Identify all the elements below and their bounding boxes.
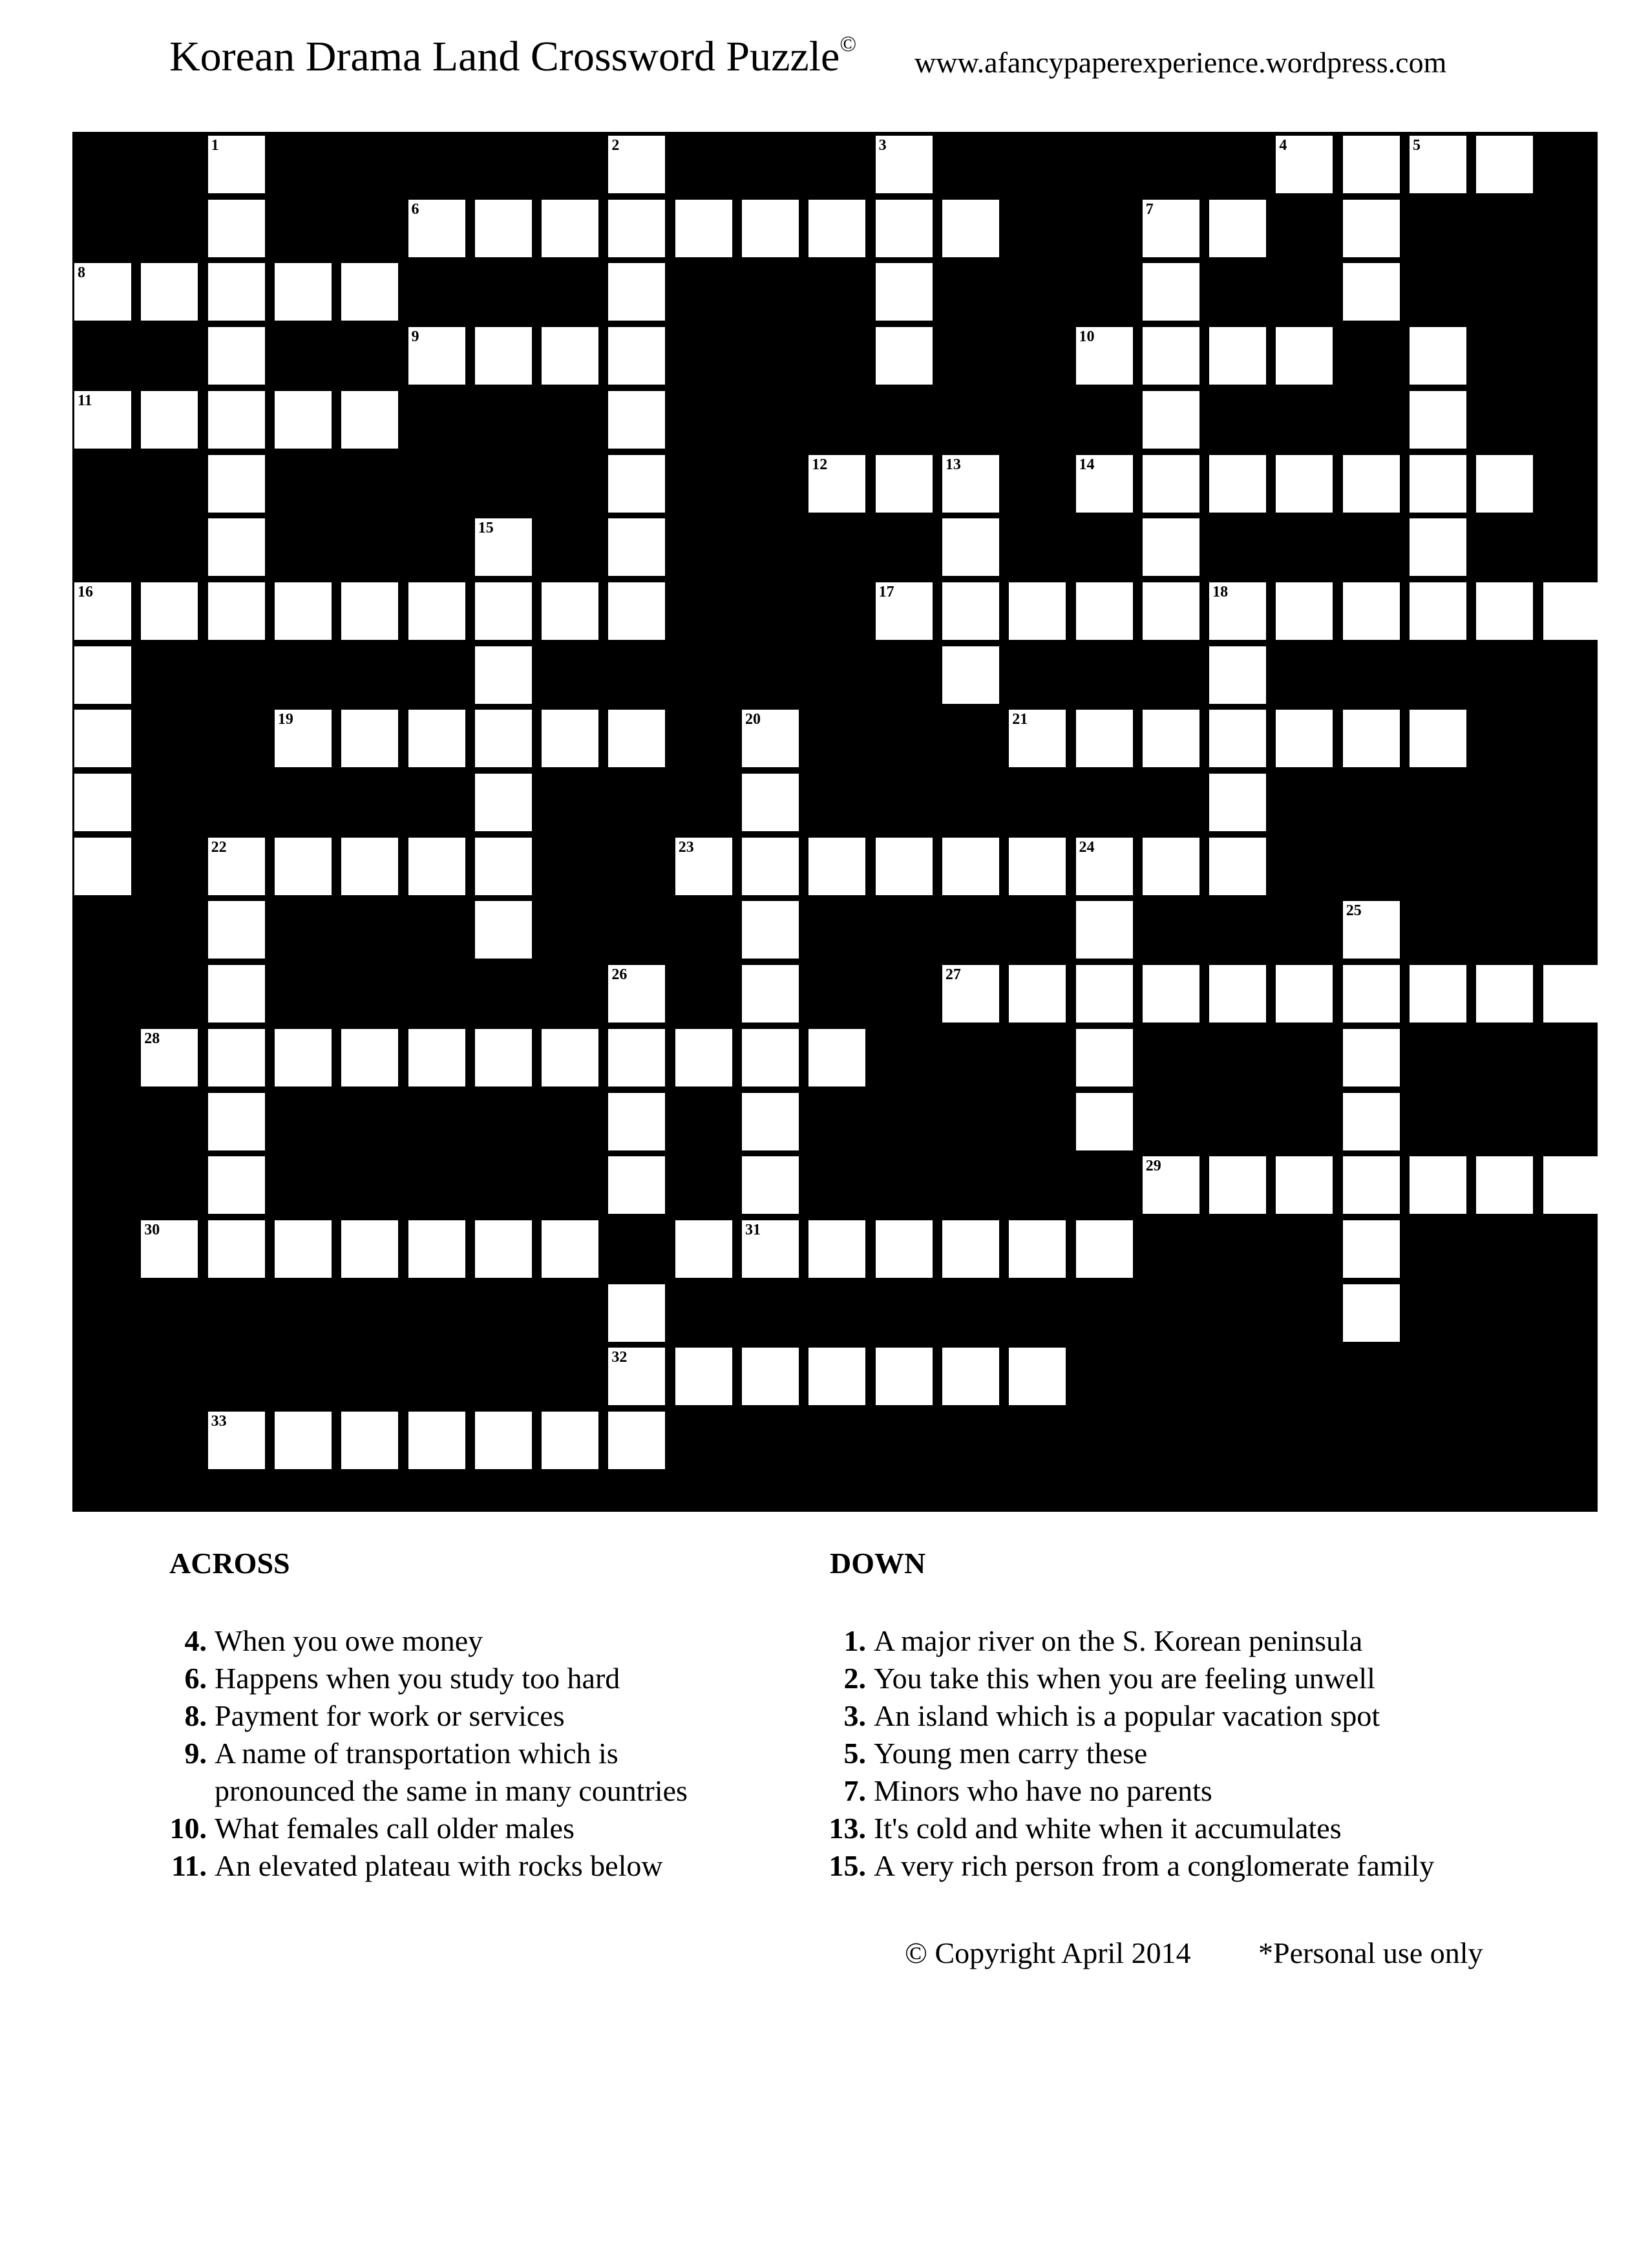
crossword-cell[interactable] [475,901,532,959]
clue-number: 2. [843,1662,866,1695]
crossword-cell[interactable] [1343,901,1400,959]
crossword-cell[interactable] [608,582,665,640]
cell-number: 22 [211,838,227,856]
crossword-cell[interactable] [341,391,398,449]
crossword-cell[interactable] [1410,391,1466,449]
crossword-cell[interactable] [1476,965,1533,1023]
crossword-cell[interactable] [742,200,799,257]
crossword-cell[interactable] [808,1348,865,1405]
clue-number: 9. [184,1737,207,1770]
clue-item [816,1660,1527,1697]
crossword-cell[interactable] [608,200,665,257]
crossword-cell[interactable] [475,200,532,257]
crossword-cell[interactable] [341,1412,398,1469]
crossword-cell[interactable] [208,1156,265,1214]
clue-text: What females call older males [215,1812,575,1845]
clue-number: 8. [184,1699,207,1732]
crossword-cell[interactable] [1343,200,1400,257]
clue-item [816,1622,1527,1660]
crossword-cell[interactable] [1276,965,1333,1023]
crossword-cell[interactable] [608,1156,665,1214]
crossword-cell[interactable] [1410,710,1466,767]
crossword-cell[interactable] [608,391,665,449]
crossword-cell[interactable] [475,327,532,385]
crossword-cell[interactable] [1076,327,1133,385]
copyright-mark: © [840,32,857,56]
crossword-cell[interactable] [742,1029,799,1086]
clue-item [816,1810,1527,1847]
cell-number: 9 [411,328,419,346]
crossword-cell[interactable] [808,838,865,895]
crossword-cell[interactable] [608,455,665,513]
crossword-cell[interactable] [1209,1156,1266,1214]
crossword-cell[interactable] [475,774,532,831]
clue-number: 7. [843,1774,866,1807]
clue-text: A very rich person from a conglomerate family [874,1849,1435,1882]
crossword-cell[interactable] [876,455,933,513]
crossword-cell[interactable] [74,710,131,767]
cell-number: 21 [1012,711,1028,728]
crossword-cell[interactable] [275,582,332,640]
crossword-cell[interactable] [1209,582,1266,640]
crossword-cell[interactable] [1009,965,1066,1023]
crossword-cell[interactable] [275,263,332,321]
cell-number: 27 [945,966,961,984]
clue-item [169,1847,880,1885]
cell-number: 3 [878,137,887,154]
crossword-cell[interactable] [208,582,265,640]
crossword-cell[interactable] [942,582,999,640]
crossword-cell[interactable] [808,200,865,257]
cell-number: 10 [1079,328,1095,346]
clue-number: 10. [169,1812,207,1845]
crossword-cell[interactable] [608,1284,665,1342]
crossword-cell[interactable] [608,710,665,767]
clue-text: Happens when you study too hard [215,1662,620,1695]
crossword-cell[interactable] [1143,200,1199,257]
crossword-cell[interactable] [742,838,799,895]
crossword-cell[interactable] [608,263,665,321]
crossword-cell[interactable] [1143,327,1199,385]
crossword-cell[interactable] [74,774,131,831]
cell-number: 20 [745,711,761,728]
crossword-cell[interactable] [1209,327,1266,385]
clue-item [816,1697,1527,1735]
crossword-cell[interactable] [1076,965,1133,1023]
crossword-cell[interactable] [1410,1156,1466,1214]
cell-number: 25 [1346,902,1362,920]
crossword-cell[interactable] [1076,710,1133,767]
crossword-cell[interactable] [742,1093,799,1150]
crossword-cell[interactable] [1209,455,1266,513]
crossword-cell[interactable] [742,901,799,959]
crossword-cell[interactable] [942,455,999,513]
crossword-cell[interactable] [408,582,465,640]
crossword-cell[interactable] [1276,136,1333,193]
puzzle-title [169,32,856,81]
clue-text-continued: pronounced the same in many countries [215,1774,688,1807]
crossword-cell[interactable] [1009,582,1066,640]
cell-number: 17 [878,583,894,600]
cell-number: 8 [78,264,85,282]
crossword-cell[interactable] [942,518,999,576]
crossword-cell[interactable] [74,263,131,321]
crossword-cell[interactable] [1276,327,1333,385]
crossword-cell[interactable] [208,1029,265,1086]
crossword-cell[interactable] [208,901,265,959]
clue-number: 1. [843,1624,866,1657]
crossword-cell[interactable] [1009,1220,1066,1278]
crossword-cell[interactable] [341,582,398,640]
crossword-cell[interactable] [876,1348,933,1405]
crossword-cell[interactable] [608,1412,665,1469]
crossword-cell[interactable] [341,710,398,767]
crossword-cell[interactable] [208,518,265,576]
footer-copyright: © Copyright April 2014 [905,1936,1191,1969]
crossword-cell[interactable] [408,200,465,257]
clue-item [169,1810,880,1847]
crossword-cell[interactable] [1343,1284,1400,1342]
crossword-cell[interactable] [1476,136,1533,193]
crossword-cell[interactable] [876,200,933,257]
crossword-cell[interactable] [1343,965,1400,1023]
crossword-cell[interactable] [1476,582,1533,640]
cell-number: 14 [1079,456,1095,473]
crossword-cell[interactable] [475,518,532,576]
crossword-cell[interactable] [542,710,598,767]
crossword-cell[interactable] [1276,710,1333,767]
clue-item [169,1697,880,1735]
crossword-cell[interactable] [341,838,398,895]
crossword-cell[interactable] [542,327,598,385]
crossword-cell[interactable] [475,582,532,640]
crossword-cell[interactable] [1009,838,1066,895]
crossword-cell[interactable] [876,838,933,895]
cell-number: 31 [745,1221,761,1238]
crossword-cell[interactable] [608,327,665,385]
crossword-cell[interactable] [675,1220,732,1278]
clue-text: A name of transportation which is [215,1737,618,1770]
crossword-cell[interactable] [1076,582,1133,640]
crossword-cell[interactable] [275,1412,332,1469]
crossword-cell[interactable] [341,1029,398,1086]
crossword-cell[interactable] [808,455,865,513]
down-clue-list [816,1622,1527,1885]
crossword-cell[interactable] [141,1220,198,1278]
crossword-cell[interactable] [808,1220,865,1278]
across-clue-list [169,1622,880,1885]
clue-number: 5. [843,1737,866,1770]
crossword-cell[interactable] [1143,391,1199,449]
cell-number: 19 [277,711,293,728]
cell-number: 5 [1413,137,1421,154]
crossword-cell[interactable] [74,838,131,895]
crossword-cell[interactable] [74,582,131,640]
crossword-cell[interactable] [1276,1156,1333,1214]
crossword-cell[interactable] [1543,1156,1600,1214]
clue-item [169,1660,880,1697]
cell-number: 1 [211,137,219,154]
cell-number: 15 [478,520,494,537]
cell-number: 28 [144,1030,160,1047]
crossword-cell[interactable] [942,1348,999,1405]
cell-number: 12 [812,456,828,473]
clue-number: 6. [184,1662,207,1695]
puzzle-title-text: Korean Drama Land Crossword Puzzle [169,33,840,80]
crossword-cell[interactable] [1276,582,1333,640]
crossword-cell[interactable] [1076,1220,1133,1278]
clue-item [169,1735,880,1810]
crossword-cell[interactable] [1143,455,1199,513]
across-heading: ACROSS [169,1547,290,1580]
crossword-cell[interactable] [208,838,265,895]
crossword-cell[interactable] [1476,455,1533,513]
crossword-cell[interactable] [942,200,999,257]
crossword-cell[interactable] [608,1029,665,1086]
cell-number: 13 [945,456,961,473]
crossword-cell[interactable] [1209,710,1266,767]
crossword-cell[interactable] [608,136,665,193]
crossword-cell[interactable] [742,1156,799,1214]
crossword-cell[interactable] [208,136,265,193]
cell-number: 7 [1145,200,1154,218]
cell-number: 32 [611,1349,628,1366]
crossword-cell[interactable] [1343,455,1400,513]
crossword-cell[interactable] [408,1220,465,1278]
crossword-cell[interactable] [1410,518,1466,576]
crossword-cell[interactable] [1343,263,1400,321]
clue-text: When you owe money [215,1624,483,1657]
crossword-cell[interactable] [1009,1348,1066,1405]
crossword-cell[interactable] [408,1412,465,1469]
crossword-cell[interactable] [1343,1220,1400,1278]
crossword-cell[interactable] [1076,901,1133,959]
crossword-cell[interactable] [1209,838,1266,895]
crossword-cell[interactable] [608,518,665,576]
crossword-cell[interactable] [141,582,198,640]
footer-usage-note: *Personal use only [1258,1936,1483,1969]
crossword-cell[interactable] [1209,774,1266,831]
cell-number: 29 [1145,1158,1161,1175]
clue-text: Payment for work or services [215,1699,565,1732]
crossword-cell[interactable] [275,838,332,895]
crossword-cell[interactable] [742,774,799,831]
crossword-cell[interactable] [876,1220,933,1278]
clue-item [816,1735,1527,1772]
crossword-cell[interactable] [675,200,732,257]
crossword-cell[interactable] [141,391,198,449]
crossword-cell[interactable] [1410,582,1466,640]
cell-number: 23 [678,838,694,856]
crossword-cell[interactable] [1143,965,1199,1023]
crossword-cell[interactable] [141,263,198,321]
clue-number: 13. [829,1812,866,1845]
crossword-cell[interactable] [1343,1093,1400,1150]
crossword-cell[interactable] [1476,1156,1533,1214]
crossword-cell[interactable] [542,200,598,257]
crossword-cell[interactable] [1076,838,1133,895]
crossword-cell[interactable] [141,1029,198,1086]
down-heading: DOWN [830,1547,926,1580]
clue-text: It's cold and white when it accumulates [874,1812,1342,1845]
cell-number: 2 [611,137,620,154]
crossword-cell[interactable] [942,646,999,704]
crossword-cell[interactable] [742,1220,799,1278]
crossword-grid [72,132,1598,1512]
crossword-cell[interactable] [542,1029,598,1086]
crossword-cell[interactable] [542,1220,598,1278]
crossword-cell[interactable] [475,646,532,704]
crossword-cell[interactable] [1143,518,1199,576]
crossword-cell[interactable] [208,200,265,257]
crossword-cell[interactable] [1543,582,1600,640]
crossword-cell[interactable] [1209,965,1266,1023]
crossword-cell[interactable] [608,1093,665,1150]
clue-number: 4. [184,1624,207,1657]
crossword-cell[interactable] [475,710,532,767]
crossword-cell[interactable] [1076,455,1133,513]
cell-number: 18 [1212,583,1229,600]
cell-number: 6 [411,200,419,218]
crossword-cell[interactable] [1410,965,1466,1023]
clue-text: Minors who have no parents [874,1774,1212,1807]
clue-text: You take this when you are feeling unwell [874,1662,1375,1695]
crossword-cell[interactable] [1209,646,1266,704]
crossword-cell[interactable] [208,1220,265,1278]
crossword-cell[interactable] [408,838,465,895]
crossword-cell[interactable] [1343,136,1400,193]
crossword-cell[interactable] [208,391,265,449]
clue-number: 3. [843,1699,866,1732]
crossword-cell[interactable] [942,1220,999,1278]
crossword-cell[interactable] [475,1412,532,1469]
crossword-cell[interactable] [1143,1156,1199,1214]
crossword-cell[interactable] [1143,263,1199,321]
crossword-cell[interactable] [74,646,131,704]
crossword-cell[interactable] [1143,838,1199,895]
crossword-cell[interactable] [1343,1029,1400,1086]
crossword-cell[interactable] [1410,136,1466,193]
crossword-cell[interactable] [275,1220,332,1278]
clue-text: A major river on the S. Korean peninsula [874,1624,1363,1657]
cell-number: 24 [1079,838,1095,856]
cell-number: 16 [78,583,93,600]
crossword-cell[interactable] [742,965,799,1023]
cell-number: 33 [211,1413,227,1430]
crossword-cell[interactable] [608,965,665,1023]
crossword-cell[interactable] [876,136,933,193]
crossword-cell[interactable] [808,1029,865,1086]
crossword-cell[interactable] [1009,710,1066,767]
crossword-cell[interactable] [1276,455,1333,513]
crossword-cell[interactable] [542,1412,598,1469]
crossword-cell[interactable] [475,838,532,895]
crossword-cell[interactable] [408,710,465,767]
clue-item [169,1622,880,1660]
crossword-cell[interactable] [1076,1093,1133,1150]
crossword-cell[interactable] [408,327,465,385]
crossword-cell[interactable] [475,1220,532,1278]
crossword-cell[interactable] [275,1029,332,1086]
crossword-cell[interactable] [1343,710,1400,767]
crossword-cell[interactable] [275,391,332,449]
crossword-cell[interactable] [876,263,933,321]
crossword-cell[interactable] [74,391,131,449]
crossword-cell[interactable] [1543,965,1600,1023]
website-url: www.afancypaperexperience.wordpress.com [914,46,1447,79]
crossword-cell[interactable] [675,1348,732,1405]
crossword-cell[interactable] [208,455,265,513]
crossword-cell[interactable] [675,838,732,895]
crossword-cell[interactable] [475,1029,532,1086]
crossword-cell[interactable] [742,1348,799,1405]
clue-item [816,1847,1527,1885]
cell-number: 11 [78,392,92,409]
crossword-cell[interactable] [942,838,999,895]
crossword-cell[interactable] [876,327,933,385]
crossword-cell[interactable] [208,965,265,1023]
crossword-cell[interactable] [675,1029,732,1086]
crossword-cell[interactable] [1143,710,1199,767]
crossword-cell[interactable] [542,582,598,640]
clue-text: An island which is a popular vacation spot [874,1699,1380,1732]
clue-text: Young men carry these [874,1737,1148,1770]
clue-text: An elevated plateau with rocks below [215,1849,663,1882]
crossword-cell[interactable] [341,1220,398,1278]
cell-number: 4 [1279,137,1287,154]
crossword-cell[interactable] [742,710,799,767]
crossword-cell[interactable] [1143,582,1199,640]
crossword-cell[interactable] [208,1093,265,1150]
crossword-cell[interactable] [1343,1156,1400,1214]
crossword-cell[interactable] [1410,327,1466,385]
crossword-cell[interactable] [608,1348,665,1405]
crossword-cell[interactable] [1076,1029,1133,1086]
cell-number: 26 [611,966,628,984]
crossword-cell[interactable] [942,965,999,1023]
crossword-cell[interactable] [208,263,265,321]
crossword-cell[interactable] [1410,455,1466,513]
clue-item [816,1772,1527,1810]
crossword-cell[interactable] [1343,582,1400,640]
crossword-cell[interactable] [208,327,265,385]
crossword-cell[interactable] [208,1412,265,1469]
clue-number: 15. [829,1849,866,1882]
crossword-cell[interactable] [341,263,398,321]
crossword-cell[interactable] [408,1029,465,1086]
crossword-cell[interactable] [275,710,332,767]
crossword-cell[interactable] [1209,200,1266,257]
cell-number: 30 [144,1221,160,1238]
clue-number: 11. [171,1849,207,1882]
crossword-cell[interactable] [876,582,933,640]
